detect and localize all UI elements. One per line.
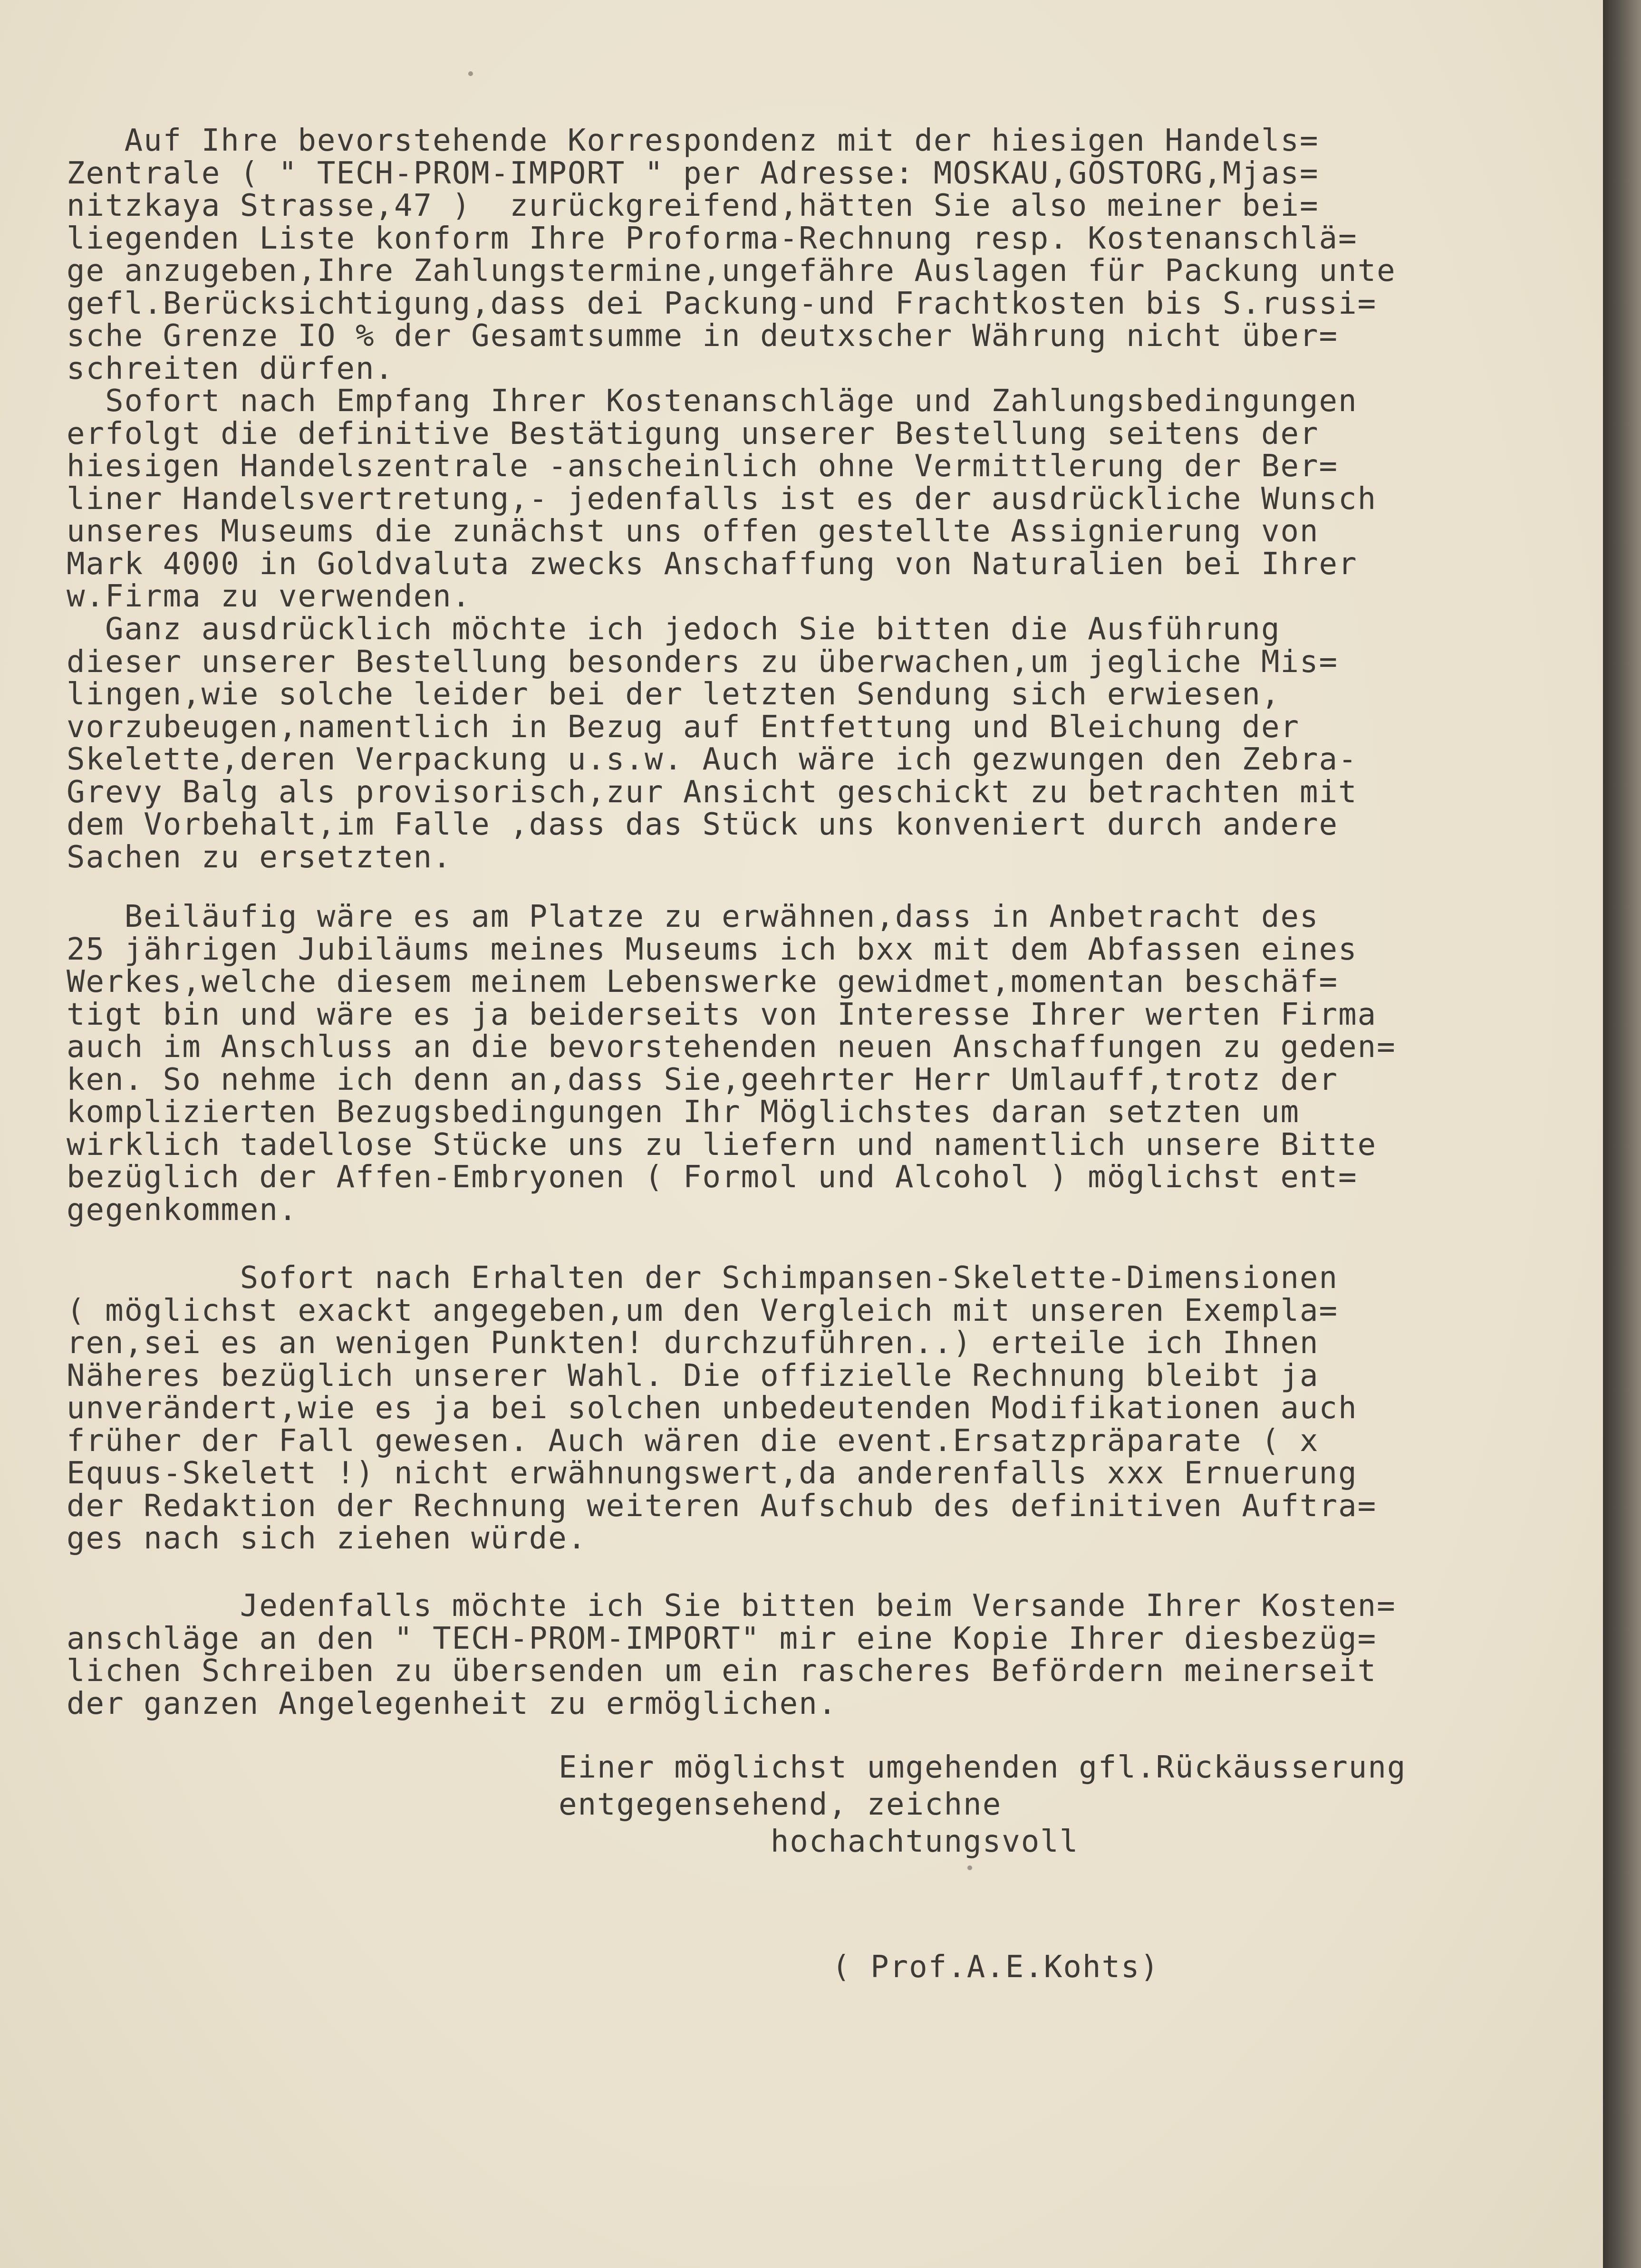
text-line: anschläge an den " TECH-PROM-IMPORT" mir eine Kopie Ihrer diesbezüg=	[67, 1621, 1377, 1656]
text-line: unseres Museums die zunächst uns offen gestellte Assignierung von	[67, 514, 1319, 549]
paper-speck	[468, 71, 473, 76]
text-line: tigt bin und wäre es ja beiderseits von Interesse Ihrer werten Firma	[67, 997, 1377, 1032]
closing-line: hochachtungsvoll	[559, 1824, 1079, 1859]
text-line: hiesigen Handelszentrale -anscheinlich ohne Vermittlerung der Ber=	[67, 449, 1339, 484]
text-line: liegenden Liste konform Ihre Proforma-Rechnung resp. Kostenanschlä=	[67, 221, 1358, 256]
text-line: Equus-Skelett !) nicht erwähnungswert,da anderenfalls xxx Ernuerung	[67, 1456, 1358, 1491]
text-line: der Redaktion der Rechnung weiteren Aufschub des definitiven Auftra=	[67, 1488, 1377, 1524]
paragraph-1	[67, 125, 1531, 385]
text-line: lingen,wie solche leider bei der letzten Sendung sich erwiesen,	[67, 677, 1281, 712]
paragraph-5	[67, 1262, 1531, 1555]
text-line: Zentrale ( " TECH-PROM-IMPORT " per Adresse: MOSKAU,GOSTORG,Mjas=	[67, 155, 1319, 191]
text-line: Ganz ausdrücklich möchte ich jedoch Sie bitten die Ausführung	[67, 612, 1281, 647]
closing-block	[559, 1749, 1406, 1860]
text-line: früher der Fall gewesen. Auch wären die event.Ersatzpräparate ( x	[67, 1423, 1319, 1459]
text-line: erfolgt die definitive Bestätigung unserer Bestellung seitens der	[67, 416, 1319, 452]
paragraph-3	[67, 613, 1531, 874]
text-line: Näheres bezüglich unserer Wahl. Die offizielle Rechnung bleibt ja	[67, 1358, 1319, 1393]
text-line: dem Vorbehalt,im Falle ,dass das Stück uns konveniert durch andere	[67, 807, 1339, 842]
text-line: ges nach sich ziehen würde.	[67, 1521, 587, 1556]
text-line: gegenkommen.	[67, 1192, 298, 1228]
text-line: auch im Anschluss an die bevorstehenden neuen Anschaffungen zu geden=	[67, 1029, 1396, 1065]
paper-speck	[967, 1865, 972, 1870]
text-line: der ganzen Angelegenheit zu ermöglichen.	[67, 1686, 838, 1721]
text-line: vorzubeugen,namentlich in Bezug auf Entfettung und Bleichung der	[67, 709, 1300, 745]
text-line: ( möglichst exackt angegeben,um den Vergleich mit unseren Exempla=	[67, 1293, 1339, 1328]
closing-line: entgegensehend, zeichne	[559, 1787, 1002, 1822]
text-line: lichen Schreiben zu übersenden um ein rascheres Befördern meinerseit	[67, 1653, 1377, 1689]
text-line: dieser unserer Bestellung besonders zu überwachen,um jegliche Mis=	[67, 644, 1339, 680]
text-line: Sachen zu ersetzten.	[67, 839, 452, 875]
text-line: Sofort nach Erhalten der Schimpansen-Skelette-Dimensionen	[67, 1260, 1339, 1296]
text-line: nitzkaya Strasse,47 ) zurückgreifend,hätten Sie also meiner bei=	[67, 188, 1319, 223]
text-line: sche Grenze IO % der Gesamtsumme in deutxscher Währung nicht über=	[67, 318, 1339, 354]
text-line: bezüglich der Affen-Embryonen ( Formol und Alcohol ) möglichst ent=	[67, 1160, 1358, 1195]
closing-line: Einer möglichst umgehenden gfl.Rückäusserung	[559, 1750, 1407, 1785]
signature: ( Prof.A.E.Kohts)	[832, 1950, 1160, 1985]
text-line: ren,sei es an wenigen Punkten! durchzuführen..) erteile ich Ihnen	[67, 1326, 1319, 1361]
text-line: Mark 4000 in Goldvaluta zwecks Anschaffung von Naturalien bei Ihrer	[67, 546, 1358, 582]
text-line: w.Firma zu verwenden.	[67, 579, 472, 614]
text-line: Auf Ihre bevorstehende Korrespondenz mit der hiesigen Handels=	[67, 123, 1319, 158]
text-line: Sofort nach Empfang Ihrer Kostenanschläge und Zahlungsbedingungen	[67, 384, 1358, 419]
text-line: Grevy Balg als provisorisch,zur Ansicht geschickt zu betrachten mit	[67, 774, 1358, 810]
text-line: liner Handelsvertretung,- jedenfalls ist es der ausdrückliche Wunsch	[67, 481, 1377, 517]
text-line: komplizierten Bezugsbedingungen Ihr Möglichstes daran setzten um	[67, 1095, 1300, 1130]
text-line: schreiten dürfen.	[67, 351, 395, 386]
paragraph-4	[67, 901, 1531, 1226]
page-edge-shadow	[1603, 0, 1641, 2268]
text-line: ge anzugeben,Ihre Zahlungstermine,ungefähre Auslagen für Packung unte	[67, 253, 1396, 288]
paragraph-2	[67, 385, 1531, 613]
text-line: Werkes,welche diesem meinem Lebenswerke gewidmet,momentan beschäf=	[67, 964, 1339, 999]
text-line: wirklich tadellose Stücke uns zu liefern und namentlich unsere Bitte	[67, 1127, 1377, 1163]
text-line: 25 jährigen Jubiläums meines Museums ich bxx mit dem Abfassen eines	[67, 932, 1358, 967]
paragraph-6	[67, 1590, 1531, 1720]
text-line: unverändert,wie es ja bei solchen unbedeutenden Modifikationen auch	[67, 1391, 1358, 1426]
text-line: ken. So nehme ich denn an,dass Sie,geehrter Herr Umlauff,trotz der	[67, 1062, 1339, 1097]
text-line: Beiläufig wäre es am Platze zu erwähnen,dass in Anbetracht des	[67, 899, 1319, 934]
text-line: Skelette,deren Verpackung u.s.w. Auch wäre ich gezwungen den Zebra-	[67, 742, 1358, 777]
text-line: Jedenfalls möchte ich Sie bitten beim Versande Ihrer Kosten=	[67, 1588, 1396, 1624]
text-line: gefl.Berücksichtigung,dass dei Packung-und Frachtkosten bis S.russi=	[67, 286, 1377, 321]
